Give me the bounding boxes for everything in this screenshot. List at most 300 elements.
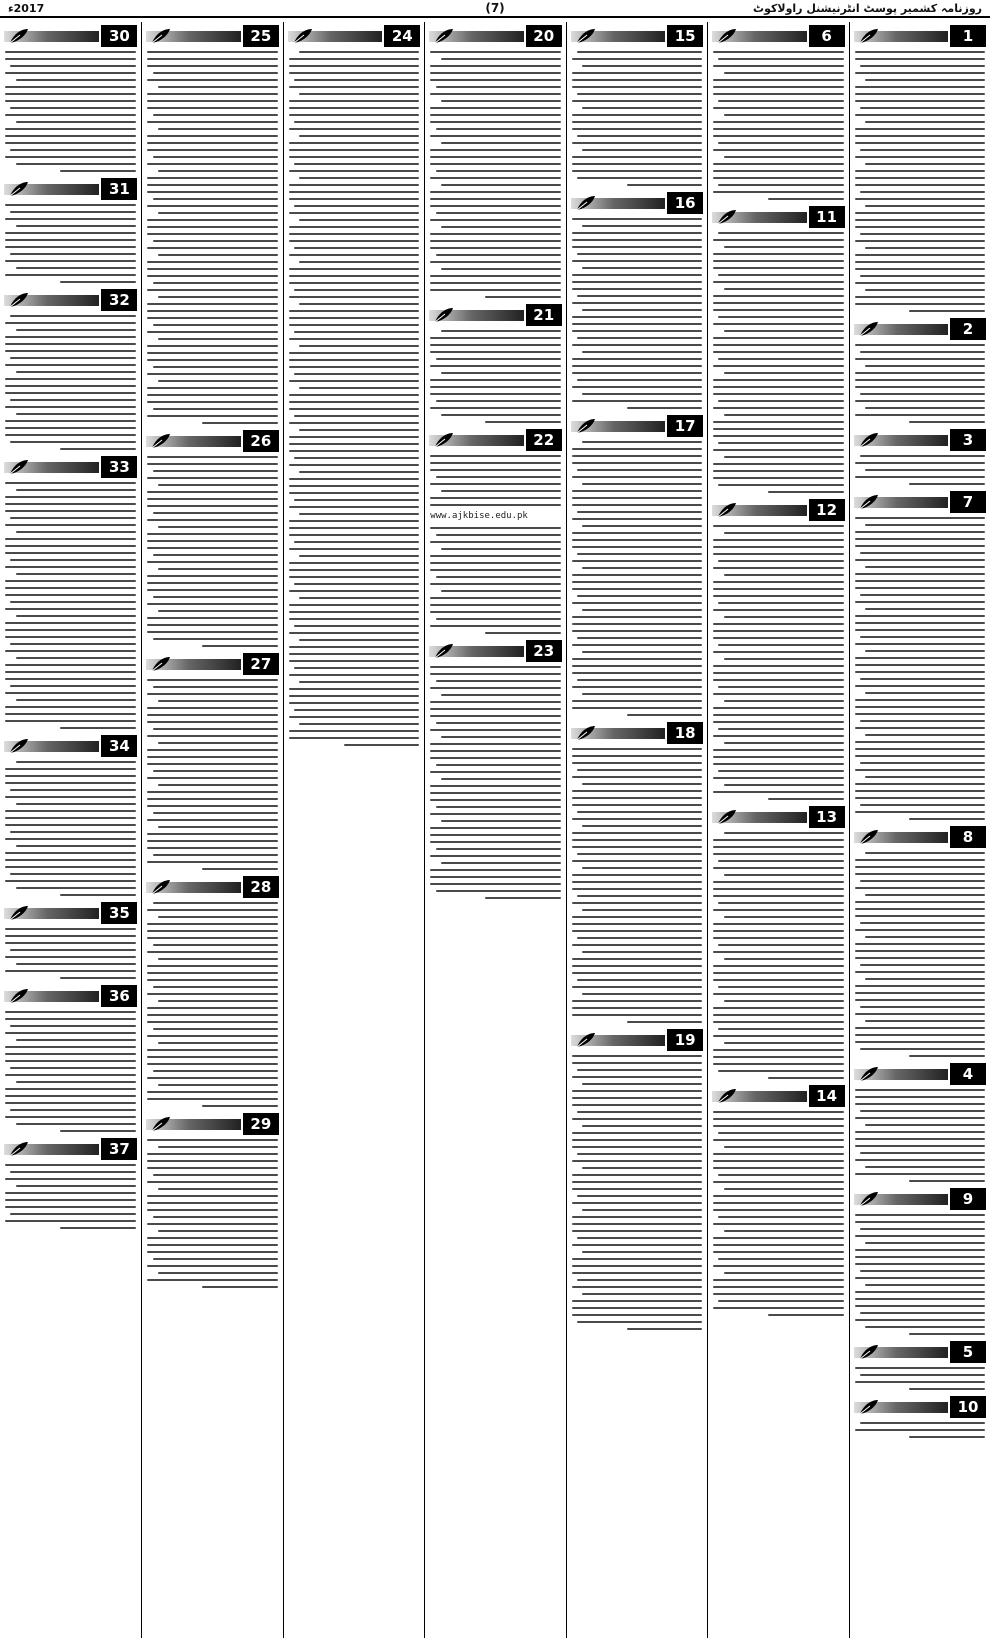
text-line <box>153 408 278 410</box>
text-line <box>202 1286 278 1288</box>
text-line <box>289 506 419 508</box>
text-line <box>289 730 419 732</box>
text-line <box>718 944 843 946</box>
text-line <box>572 358 702 360</box>
text-line <box>572 532 702 534</box>
text-line <box>147 582 277 584</box>
text-line <box>60 977 136 979</box>
text-line <box>430 93 560 95</box>
text-line <box>572 839 702 841</box>
article-body <box>4 482 137 729</box>
text-line <box>441 330 561 332</box>
text-line <box>289 254 419 256</box>
text-line <box>577 253 702 255</box>
article-header <box>429 25 561 47</box>
text-line <box>10 517 136 519</box>
text-line <box>582 693 702 695</box>
article-body <box>4 315 137 450</box>
text-line <box>289 226 419 228</box>
text-line <box>147 930 277 932</box>
text-line <box>855 58 985 60</box>
text-line <box>153 1258 278 1260</box>
text-line <box>865 289 985 291</box>
text-line <box>855 142 985 144</box>
text-line <box>430 282 560 284</box>
text-line <box>572 1188 702 1190</box>
text-line <box>16 803 137 805</box>
text-line <box>582 393 702 395</box>
text-line <box>572 58 702 60</box>
text-line <box>713 839 843 841</box>
text-line <box>713 595 843 597</box>
text-line <box>5 343 136 345</box>
text-line <box>430 771 560 773</box>
text-line <box>572 72 702 74</box>
text-line <box>855 212 985 214</box>
text-line <box>572 1230 702 1232</box>
text-line <box>147 505 277 507</box>
text-line <box>713 1279 843 1281</box>
text-line <box>10 107 136 109</box>
text-line <box>5 608 136 610</box>
article-header <box>854 318 986 340</box>
leaf-icon <box>150 655 172 673</box>
text-line <box>147 345 277 347</box>
text-line <box>572 232 702 234</box>
text-line <box>718 442 843 444</box>
text-line <box>147 121 277 123</box>
text-line <box>147 51 277 53</box>
text-line <box>577 295 702 297</box>
text-line <box>572 1223 702 1225</box>
text-line <box>865 121 985 123</box>
text-line <box>16 489 137 491</box>
text-line <box>909 483 985 485</box>
text-line <box>5 156 136 158</box>
leaf-icon <box>858 493 880 511</box>
text-line <box>158 338 278 340</box>
leaf-icon <box>858 1343 880 1361</box>
article-body <box>429 666 561 899</box>
text-line <box>289 100 419 102</box>
text-line <box>865 776 985 778</box>
text-line <box>909 1388 985 1390</box>
article-number: 11 <box>809 206 845 228</box>
text-line <box>153 554 278 556</box>
text-line <box>855 1103 985 1105</box>
article-body <box>712 1111 844 1316</box>
article-number: 27 <box>243 653 279 675</box>
text-line <box>713 888 843 890</box>
article-header <box>146 25 278 47</box>
text-line <box>436 212 561 214</box>
text-line <box>289 450 419 452</box>
text-line <box>430 261 560 263</box>
article-23 <box>429 640 561 899</box>
text-line <box>577 853 702 855</box>
text-line <box>713 1139 843 1141</box>
text-line <box>430 708 560 710</box>
text-line <box>5 1088 136 1090</box>
text-line <box>713 86 843 88</box>
article-number: 35 <box>101 902 137 924</box>
text-line <box>855 615 985 617</box>
text-line <box>16 761 137 763</box>
text-line <box>713 1251 843 1253</box>
text-line <box>713 853 843 855</box>
article-header <box>4 985 137 1007</box>
text-line <box>572 316 702 318</box>
text-line <box>855 929 985 931</box>
text-line <box>5 496 136 498</box>
text-line <box>572 1244 702 1246</box>
text-line <box>16 699 137 701</box>
text-line <box>724 658 844 660</box>
text-line <box>299 597 419 599</box>
text-line <box>430 597 560 599</box>
text-line <box>5 664 136 666</box>
text-line <box>10 873 136 875</box>
article-number: 29 <box>243 1113 279 1135</box>
article-15 <box>571 25 703 186</box>
article-3 <box>854 429 986 485</box>
text-line <box>855 1256 985 1258</box>
text-line <box>430 149 560 151</box>
article-header <box>4 178 137 200</box>
text-line <box>855 580 985 582</box>
text-line <box>572 1160 702 1162</box>
text-line <box>718 686 843 688</box>
text-line <box>158 380 278 382</box>
leaf-icon <box>150 27 172 45</box>
text-line <box>855 226 985 228</box>
text-line <box>572 1076 702 1078</box>
text-line <box>713 107 843 109</box>
text-line <box>572 832 702 834</box>
text-line <box>147 756 277 758</box>
text-line <box>158 742 278 744</box>
text-line <box>855 1277 985 1279</box>
text-line <box>855 462 985 464</box>
text-line <box>865 566 985 568</box>
text-line <box>572 574 702 576</box>
text-line <box>289 485 419 487</box>
text-line <box>855 1041 985 1043</box>
date-year: 2017ء <box>8 1 45 15</box>
article-28 <box>146 876 278 1107</box>
text-line <box>572 700 702 702</box>
text-line <box>16 531 137 533</box>
text-line <box>718 1070 843 1072</box>
text-line <box>10 441 136 443</box>
text-line <box>572 860 702 862</box>
text-line <box>430 541 560 543</box>
text-line <box>147 149 277 151</box>
text-line <box>572 455 702 457</box>
text-line <box>724 114 844 116</box>
text-line <box>724 72 844 74</box>
text-line <box>855 198 985 200</box>
text-line <box>5 796 136 798</box>
text-line <box>147 1077 277 1079</box>
text-line <box>202 645 278 647</box>
text-line <box>713 302 843 304</box>
text-line <box>572 797 702 799</box>
text-line <box>430 177 560 179</box>
text-line <box>147 763 277 765</box>
text-line <box>865 524 985 526</box>
text-line <box>855 1235 985 1237</box>
text-line <box>855 727 985 729</box>
article-number: 37 <box>101 1138 137 1160</box>
article-header <box>854 826 986 848</box>
text-line <box>855 622 985 624</box>
text-line <box>577 379 702 381</box>
article-header <box>288 25 420 47</box>
text-line <box>441 226 561 228</box>
text-line <box>430 855 560 857</box>
text-line <box>718 58 843 60</box>
text-line <box>860 1006 985 1008</box>
text-line <box>713 714 843 716</box>
text-line <box>147 1091 277 1093</box>
text-line <box>855 671 985 673</box>
text-line <box>577 1237 702 1239</box>
text-line <box>430 455 560 457</box>
text-line <box>430 219 560 221</box>
article-body <box>854 455 986 485</box>
text-line <box>572 916 702 918</box>
text-line <box>5 1053 136 1055</box>
text-line <box>713 749 843 751</box>
article-16 <box>571 192 703 409</box>
text-line <box>860 393 985 395</box>
text-line <box>855 971 985 973</box>
text-line <box>147 261 277 263</box>
text-line <box>147 93 277 95</box>
text-line <box>5 970 136 972</box>
text-line <box>441 268 561 270</box>
text-line <box>718 644 843 646</box>
text-line <box>713 1118 843 1120</box>
text-line <box>724 1000 844 1002</box>
text-line <box>865 407 985 409</box>
text-line <box>713 937 843 939</box>
text-line <box>299 387 419 389</box>
text-line <box>572 930 702 932</box>
text-line <box>289 114 419 116</box>
text-line <box>572 804 702 806</box>
text-line <box>5 510 136 512</box>
text-line <box>289 324 419 326</box>
text-line <box>572 1097 702 1099</box>
text-line <box>713 365 843 367</box>
leaf-icon <box>575 27 597 45</box>
text-line <box>718 986 843 988</box>
text-line <box>572 672 702 674</box>
text-line <box>572 776 702 778</box>
text-line <box>855 156 985 158</box>
text-line <box>582 65 702 67</box>
text-line <box>289 191 419 193</box>
text-line <box>5 1032 136 1034</box>
text-line <box>855 1034 985 1036</box>
text-line <box>713 121 843 123</box>
article-body <box>712 832 844 1079</box>
text-line <box>147 1251 277 1253</box>
text-line <box>572 156 702 158</box>
text-line <box>855 1159 985 1161</box>
text-line <box>713 163 843 165</box>
text-line <box>860 636 985 638</box>
text-line <box>855 1131 985 1133</box>
text-line <box>713 1181 843 1183</box>
text-line <box>572 1132 702 1134</box>
text-line <box>10 65 136 67</box>
text-line <box>855 1298 985 1300</box>
text-line <box>289 65 419 67</box>
text-line <box>572 1118 702 1120</box>
text-line <box>153 282 278 284</box>
text-line <box>153 1216 278 1218</box>
text-line <box>855 685 985 687</box>
text-line <box>430 504 560 506</box>
text-line <box>430 527 560 529</box>
text-line <box>430 469 560 471</box>
text-line <box>441 590 561 592</box>
text-line <box>572 588 702 590</box>
text-line <box>430 625 560 627</box>
article-body <box>4 1011 137 1132</box>
text-line <box>713 93 843 95</box>
text-line <box>147 401 277 403</box>
text-line <box>582 267 702 269</box>
text-line <box>577 135 702 137</box>
text-line <box>724 616 844 618</box>
text-line <box>289 366 419 368</box>
article-number: 19 <box>667 1029 703 1051</box>
text-line <box>572 142 702 144</box>
text-line <box>60 170 136 172</box>
text-line <box>724 958 844 960</box>
text-line <box>909 1333 985 1335</box>
text-line <box>582 567 702 569</box>
text-line <box>147 965 277 967</box>
text-line <box>60 281 136 283</box>
text-line <box>289 58 419 60</box>
text-line <box>289 604 419 606</box>
text-line <box>289 716 419 718</box>
text-line <box>5 1060 136 1062</box>
text-line <box>582 651 702 653</box>
text-line <box>430 841 560 843</box>
text-line <box>436 86 561 88</box>
text-line <box>5 629 136 631</box>
text-line <box>147 135 277 137</box>
text-line <box>5 942 136 944</box>
text-line <box>147 1049 277 1051</box>
article-30 <box>4 25 137 172</box>
text-line <box>441 778 561 780</box>
text-line <box>147 268 277 270</box>
text-line <box>441 820 561 822</box>
text-line <box>855 100 985 102</box>
text-line <box>718 274 843 276</box>
text-line <box>5 587 136 589</box>
article-body <box>854 1367 986 1390</box>
leaf-icon <box>433 27 455 45</box>
text-line <box>713 344 843 346</box>
text-line <box>582 825 702 827</box>
text-line <box>865 1242 985 1244</box>
text-line <box>713 1125 843 1127</box>
text-line <box>5 636 136 638</box>
leaf-icon <box>716 501 738 519</box>
text-line <box>724 742 844 744</box>
text-line <box>627 714 703 716</box>
text-line <box>582 483 702 485</box>
text-line <box>289 310 419 312</box>
text-line <box>713 1153 843 1155</box>
article-27 <box>146 653 278 870</box>
article-8 <box>854 826 986 1057</box>
text-line <box>294 247 419 249</box>
text-line <box>147 1014 277 1016</box>
text-line <box>289 268 419 270</box>
text-line <box>572 846 702 848</box>
text-line <box>572 323 702 325</box>
text-line <box>724 372 844 374</box>
text-line <box>16 657 137 659</box>
text-line <box>147 205 277 207</box>
text-line <box>572 1055 702 1057</box>
text-line <box>713 470 843 472</box>
text-line <box>572 518 702 520</box>
text-line <box>855 1305 985 1307</box>
text-line <box>855 1138 985 1140</box>
text-line <box>855 699 985 701</box>
text-line <box>289 436 419 438</box>
text-line <box>153 854 278 856</box>
text-line <box>855 915 985 917</box>
text-line <box>158 1146 278 1148</box>
column-4 <box>424 22 565 1638</box>
text-line <box>909 818 985 820</box>
text-line <box>572 1007 702 1009</box>
text-line <box>582 351 702 353</box>
text-line <box>713 993 843 995</box>
text-line <box>855 1027 985 1029</box>
text-line <box>860 1228 985 1230</box>
text-line <box>572 790 702 792</box>
article-header <box>854 1341 986 1363</box>
article-body <box>854 344 986 423</box>
article-number: 6 <box>809 25 845 47</box>
text-line <box>713 407 843 409</box>
text-line <box>289 401 419 403</box>
text-line <box>153 114 278 116</box>
text-line <box>713 951 843 953</box>
text-line <box>294 709 419 711</box>
article-4 <box>854 1063 986 1182</box>
text-line <box>855 985 985 987</box>
article-body <box>712 232 844 493</box>
text-line <box>572 888 702 890</box>
text-line <box>577 811 702 813</box>
text-line <box>158 484 278 486</box>
text-line <box>5 336 136 338</box>
text-line <box>430 701 560 703</box>
